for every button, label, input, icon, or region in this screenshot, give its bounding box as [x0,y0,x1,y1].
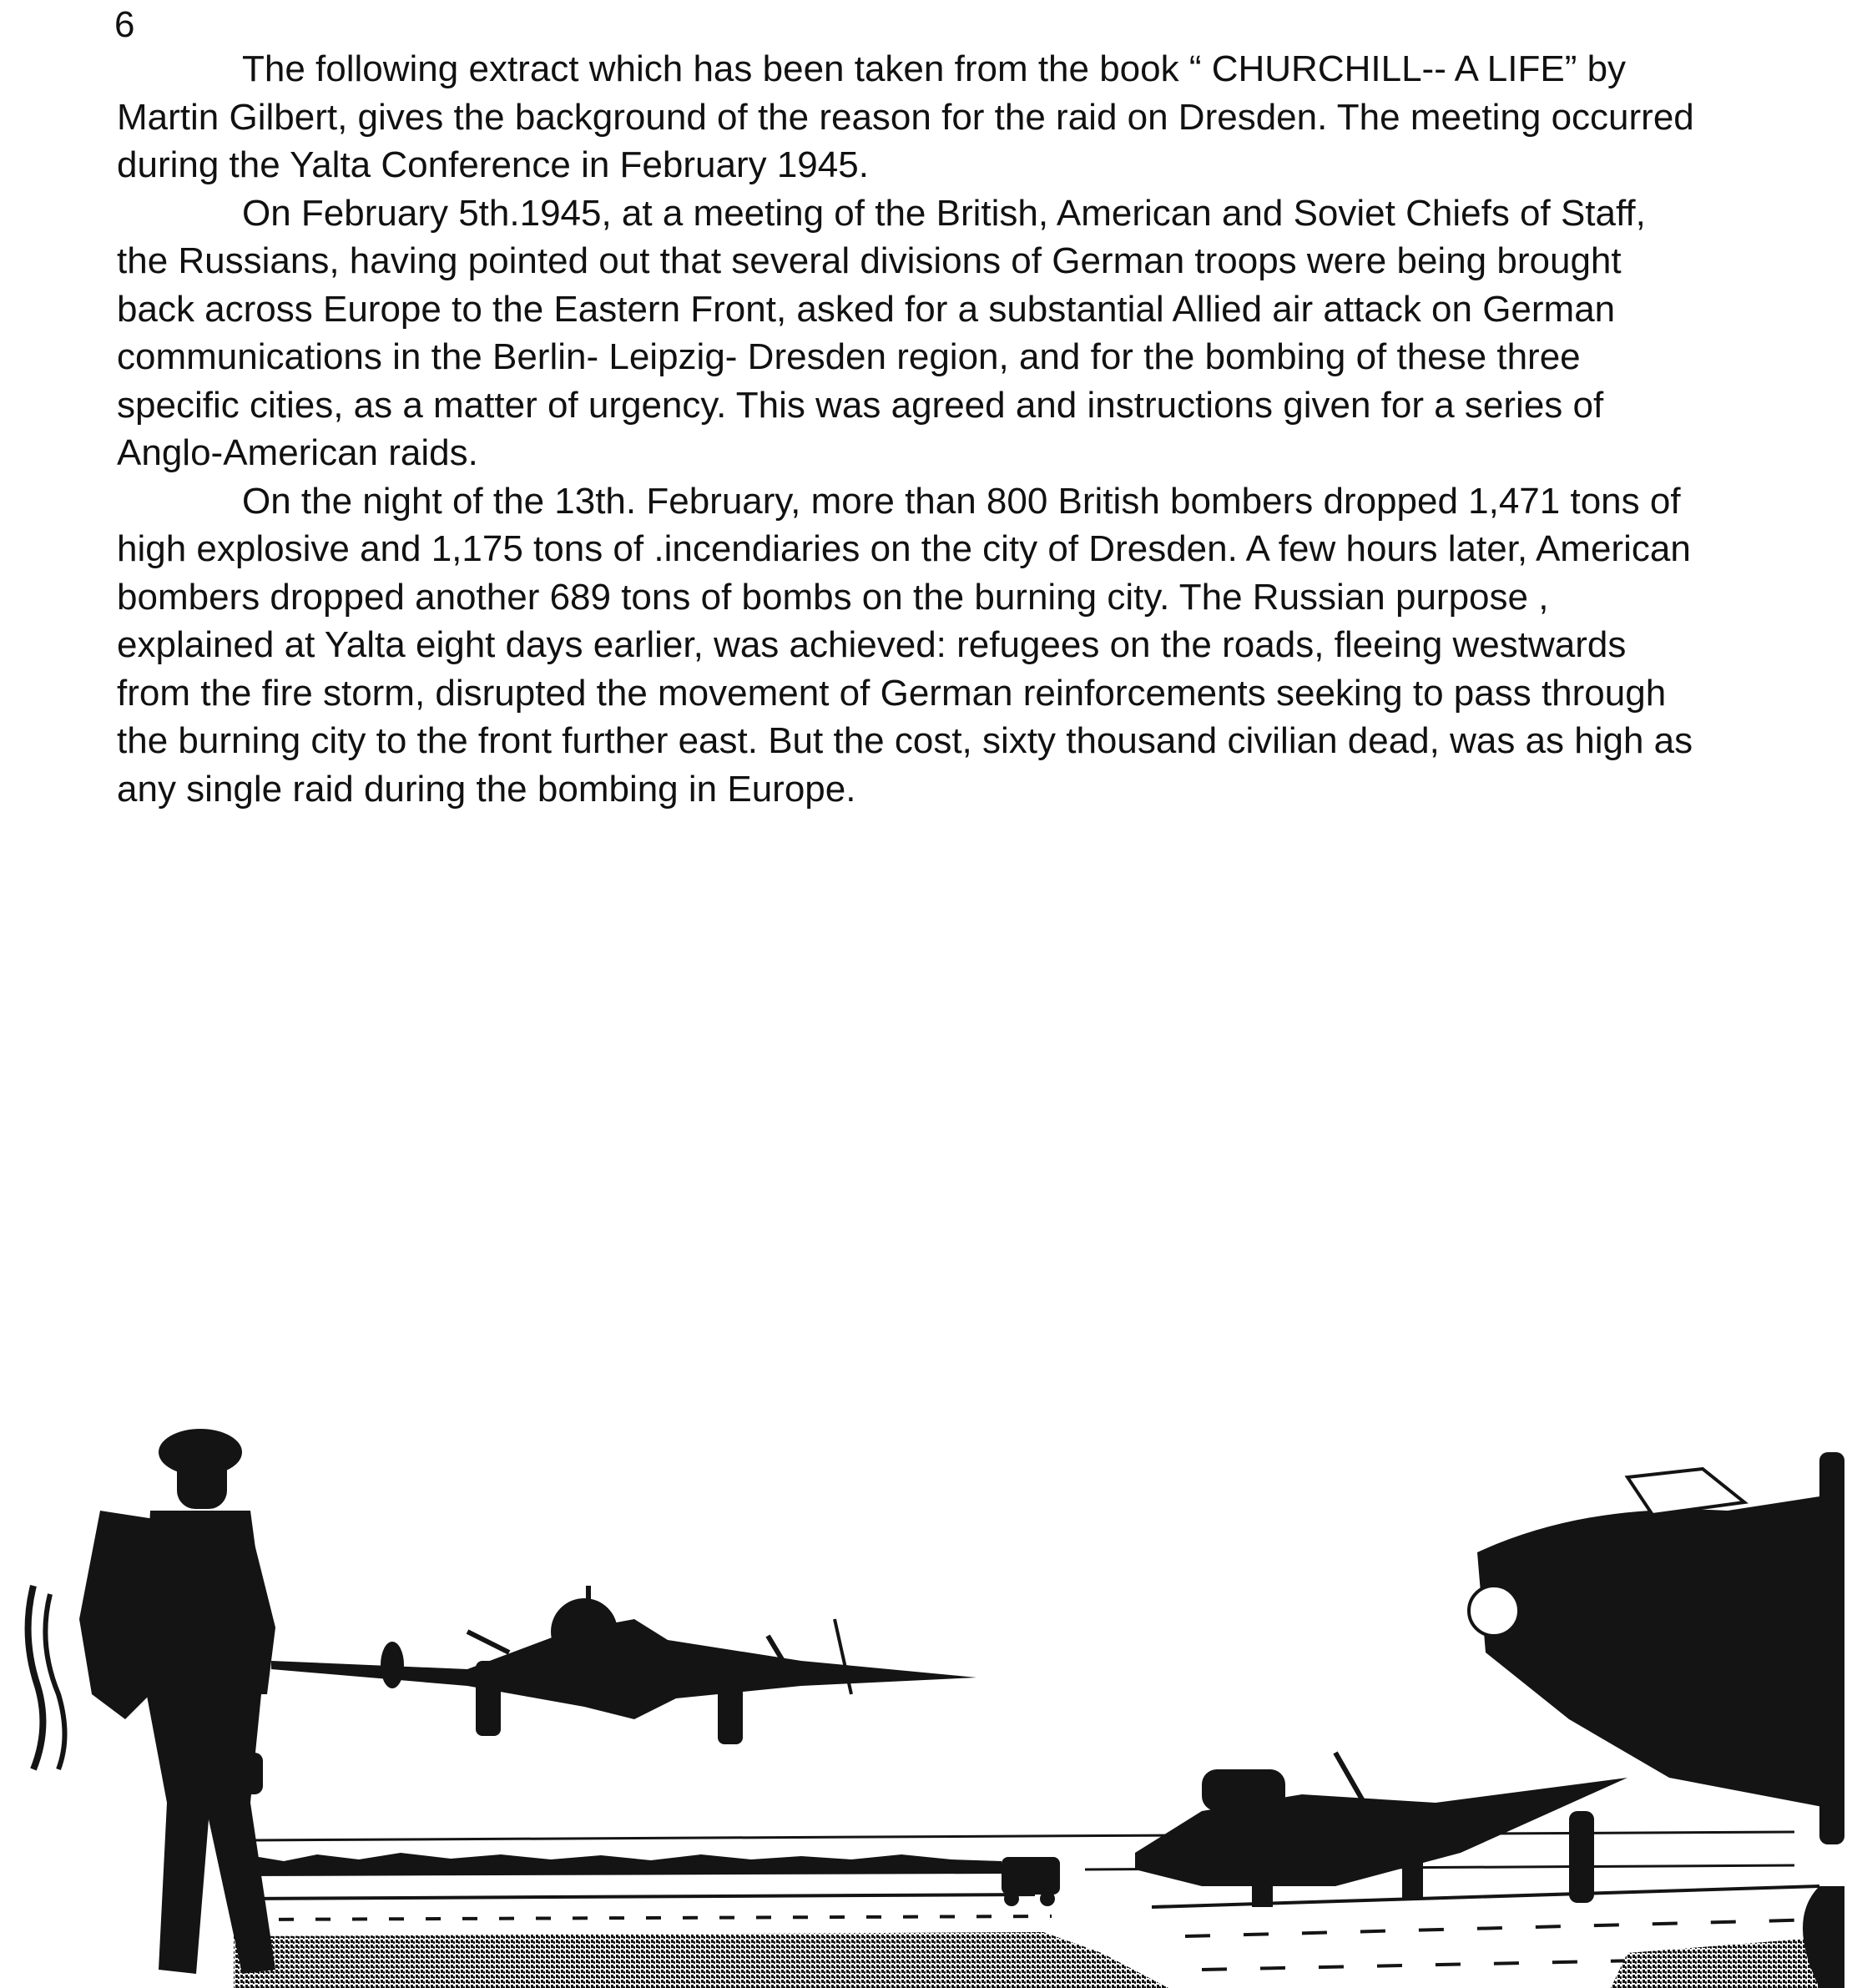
parked-bomber-icon [1135,1753,1627,1907]
body-text [117,45,1703,813]
airman-silhouette-icon [28,1429,275,1974]
paragraph-yalta-meeting: On February 5th.1945, at a meeting of the British, American and Soviet Chiefs of Staff, the Russians, having pointed out that several divisions of German troops were being brought back across Europe to the Eastern Front, asked for a substantial Allied air attack on German communications in the Berlin- Leipzig- Dresden region, and for the bombing of these three specific cities, as a matter of urgency. This was agreed and instructions given for a series of Anglo-American raids. [117,192,1646,473]
bomber-taking-off-icon [271,1586,976,1744]
paragraph-intro: The following extract which has been taken from the book “ CHURCHILL-- A LIFE” by Martin Gilbert, gives the background of the reason for the raid on Dresden. The meeting occurred during the Yalta Conference in February 1945. [117,48,1694,185]
airfield-illustration [0,1419,1857,1988]
bomber-nose-closeup-icon [1469,1452,1844,1988]
grass-foreground [234,1932,1844,1988]
paragraph-dresden-raid: On the night of the 13th. February, more than 800 British bombers dropped 1,471 tons of high explosive and 1,175 tons of .incendiaries on the city of Dresden. A few hours later, American bombers dropped another 689 tons of bombs on the burning city. The Russian purpose , explained at Yalta eight days earlier, was achieved: refugees on the roads, fleeing westwards from the fire storm, disrupted the movement of German reinforcements seeking to pass through the burning city to the front further east. But the cost, sixty thousand civilian dead, was as high as any single raid during the bombing in Europe. [117,480,1693,810]
page-number: 6 [114,4,135,45]
ground-vehicle-icon [1002,1857,1060,1906]
